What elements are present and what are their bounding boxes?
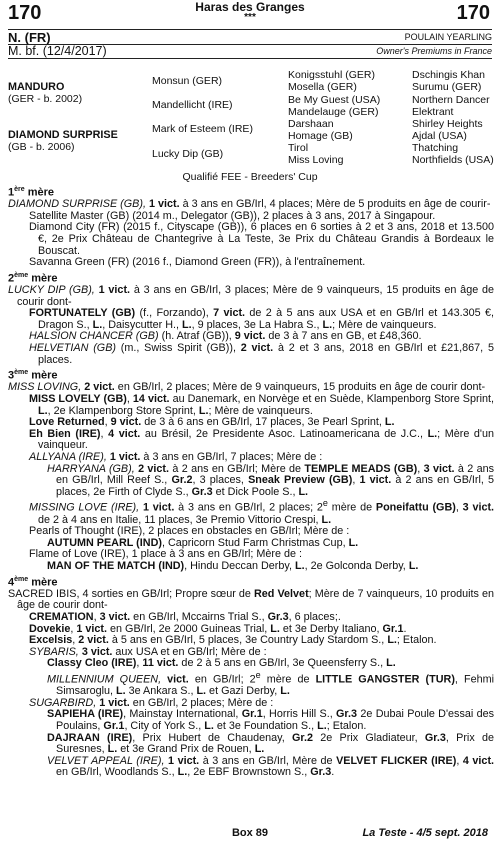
produce-entry: SUGARBIRD, 1 vict. en GB/Irl, 2 places; Mère de : (29, 696, 274, 709)
pedigree-gen3: Miss Loving (288, 154, 344, 166)
section-first-dam: 1ère mère (8, 186, 54, 199)
pedigree-gen2: Mandellicht (IRE) (152, 99, 233, 111)
produce-entry: AUTUMN PEARL (IND), Capricorn Stud Farm Christmas Cup, L. (47, 536, 359, 549)
produce-entry: MISSING LOVE (IRE), 1 vict. à 3 ans en GB/Irl, 2 places; 2e mère de Poneifattu (GB), 3 vict. de 2 à 4 ans en Italie, 11 places, 3e Premio Vittorio Crespi, L. (29, 498, 495, 526)
dam-paragraph: LUCKY DIP (GB), 1 vict. à 3 ans en GB/Irl, 3 places; Mère de 9 vainqueurs, 15 produits en âge de courir dont- (8, 284, 495, 308)
produce-entry: DAJRAAN (IRE), Prix Hubert de Chaudenay, Gr.2 2e Prix Gladiateur, Gr.3, Prix de Suresnes, L. et 3e Grand Prix de Rouen, L. (47, 731, 494, 756)
horse-sex-age: M. bf. (12/4/2017) (8, 44, 107, 58)
pedigree-gen3: Darshaan (288, 118, 334, 130)
pedigree-gen2: Lucky Dip (GB) (152, 148, 224, 160)
produce-entry: Satellite Master (GB) (2014 m., Delegator (GB)), 2 places à 3 ans, 2017 à Singapour. (29, 209, 436, 222)
pedigree-sire: MANDURO (8, 81, 65, 93)
lot-number-right: 170 (456, 2, 490, 24)
produce-entry: Dovekie, 1 vict. en GB/Irl, 2e 2000 Guineas Trial, L. et 3e Derby Italiano, Gr.1. (29, 622, 407, 635)
produce-entry: VELVET APPEAL (IRE), 1 vict. à 3 ans en GB/Irl, Mère de VELVET FLICKER (IRE), 4 vict. en GB/Irl, Woodlands S., L., 2e EBF Brownstown S., Gr.3. (47, 754, 495, 779)
produce-entry: SAPIEHA (IRE), Mainstay International, Gr.1, Horris Hill S., Gr.3 2e Dubai Poule D'essai des Poulains, Gr.1, City of York S., L. et 3e Foundation S., L.; Etalon. (47, 708, 494, 732)
produce-entry: SYBARIS, 3 vict. aux USA et en GB/Irl; Mère de : (29, 645, 267, 658)
produce-entry: Diamond City (FR) (2015 f., Cityscape (GB)), 6 places en 6 sorties à 2 et 3 ans, 2018 et 13.500 €, 2e Prix Château de Chantegrive à La Teste, 3e Prix du Château Grandis à Bordeaux le Bouscat. (29, 221, 494, 257)
produce-entry: MISS LOVELY (GB), 14 vict. au Danemark, en Norvège et en Suède, Klampenborg Store Sprint, L., 2e Klampenborg Store Sprint, L.; Mère de vainqueurs. (29, 393, 494, 417)
produce-entry: Classy Cleo (IRE), 11 vict. de 2 à 5 ans en GB/Irl, 3e Queensferry S., L. (47, 657, 396, 670)
pedigree-gen4: Ajdal (USA) (412, 130, 467, 142)
section-third-dam: 3ème mère (8, 369, 58, 382)
qualification-note: Qualifié FEE - Breeders' Cup (182, 171, 318, 183)
horse-name: N. (FR) (8, 30, 51, 45)
produce-entry: Eh Bien (IRE), 4 vict. au Brésil, 2e Presidente Asoc. Latinoamericana de J.C., L.; Mère d'un vainqueur. (29, 427, 494, 452)
produce-entry: MILLENNIUM QUEEN, vict. en GB/Irl; 2e mère de LITTLE GANGSTER (TUR), Fehmi Simsaroglu, L. 3e Ankara S., L. et Gazi Derby, L. (47, 669, 495, 698)
consignor-name: Haras des Granges (195, 0, 305, 14)
dam-paragraph: DIAMOND SURPRISE (GB), 1 vict. à 3 ans en GB/Irl, 4 places; Mère de 5 produits en âge de courir- (8, 198, 491, 211)
produce-entry: HELVETIAN (GB) (m., Swiss Spirit (GB)), 2 vict. à 2 et 3 ans, 2018 en GB/Irl et £21,867, 5 places. (29, 342, 494, 366)
produce-entry: HALSION CHANCER (GB) (h. Atraf (GB)), 9 vict. de 3 à 7 ans en GB, et £48,360. (29, 330, 422, 343)
horse-identity (8, 29, 492, 59)
pedigree-gen3: Homage (GB) (288, 130, 353, 142)
pedigree-gen3: Tirol (288, 142, 309, 154)
produce-entry: FORTUNATELY (GB) (f., Forzando), 7 vict. de 2 à 5 ans aux USA et en GB/Irl et 143.305 €, Dragon S., L., Daisycutter H., L., 9 places, 3e La Habra S., L.; Mère de vainqueurs. (29, 307, 494, 331)
pedigree-gen4: Northfields (USA) (412, 154, 494, 166)
produce-entry: MAN OF THE MATCH (IND), Hindu Deccan Derby, L., 2e Golconda Derby, L. (47, 559, 419, 572)
horse-kind: POULAIN YEARLING (404, 32, 492, 42)
pedigree-table (8, 67, 494, 167)
pedigree-sire-info: (GER - b. 2002) (8, 93, 83, 105)
pedigree-gen4: Dschingis Khan (412, 69, 485, 81)
section-fourth-dam: 4ème mère (8, 575, 58, 589)
pedigree-gen2: Mark of Esteem (IRE) (152, 123, 253, 135)
owner-premiums-note: Owner's Premiums in France (376, 46, 492, 56)
pedigree-gen3: Konigsstuhl (GER) (288, 69, 375, 81)
dam-paragraph: SACRED IBIS, 4 sorties en GB/Irl; Propre sœur de Red Velvet; Mère de 7 vainqueurs, 10 produits en âge de courir dont- (8, 587, 494, 612)
pedigree-gen3: Mandelauge (GER) (288, 106, 379, 118)
pedigree-gen4: Thatching (412, 142, 459, 154)
box-number: Box 89 (231, 827, 269, 839)
lot-number-left: 170 (8, 2, 42, 24)
section-second-dam: 2ème mère (8, 271, 58, 285)
pedigree-gen4: Surumu (GER) (412, 81, 482, 93)
catalogue-body (8, 183, 494, 779)
produce-entry: ALLYANA (IRE), 1 vict. à 3 ans en GB/Irl, 7 places; Mère de : (29, 451, 323, 464)
pedigree-gen3: Be My Guest (USA) (288, 94, 381, 106)
pedigree-dam-info: (GB - b. 2006) (8, 141, 75, 153)
consignor-header (0, 1, 500, 22)
produce-entry: Flame of Love (IRE), 1 place à 3 ans en GB/Irl; Mère de : (29, 548, 303, 561)
pedigree-gen4: Shirley Heights (412, 118, 483, 130)
produce-entry: CREMATION, 3 vict. en GB/Irl, Mccairns Trial S., Gr.3, 6 places;. (29, 611, 341, 623)
produce-entry: Excelsis, 2 vict. à 5 ans en GB/Irl, 5 places, 3e Country Lady Stardom S., L.; Etalon. (29, 634, 437, 647)
pedigree-gen4: Elektrant (412, 106, 454, 118)
sale-venue-date: La Teste - 4/5 sept. 2018 (362, 827, 488, 839)
pedigree-gen3: Mosella (GER) (288, 81, 357, 93)
produce-entry: Love Returned, 9 vict. de 3 à 6 ans en GB/Irl, 17 places, 3e Pearl Sprint, L. (29, 416, 395, 429)
page-footer (0, 827, 500, 841)
produce-entry: Savanna Green (FR) (2016 f., Diamond Green (FR)), à l'entraînement. (29, 256, 366, 269)
consignor-stars: *** (244, 12, 256, 23)
pedigree-dam: DIAMOND SURPRISE (8, 129, 118, 141)
pedigree-gen2: Monsun (GER) (152, 75, 223, 87)
pedigree-gen4: Northern Dancer (412, 94, 490, 106)
produce-entry: HARRYANA (GB), 2 vict. à 2 ans en GB/Irl; Mère de TEMPLE MEADS (GB), 3 vict. à 2 ans en GB/Irl, Mill Reef S., Gr.2, 3 places, Sneak Preview (GB), 1 vict. à 2 ans en GB/Irl, 5 places, 2e Firth of Clyde S., Gr.3 et Dick Poole S., L. (47, 462, 495, 498)
dam-paragraph: MISS LOVING, 2 vict. en GB/Irl, 2 places; Mère de 9 vainqueurs, 15 produits en âge de courir dont- (8, 381, 486, 394)
produce-entry: Pearls of Thought (IRE), 2 places en obstacles en GB/Irl; Mère de : (29, 525, 350, 538)
